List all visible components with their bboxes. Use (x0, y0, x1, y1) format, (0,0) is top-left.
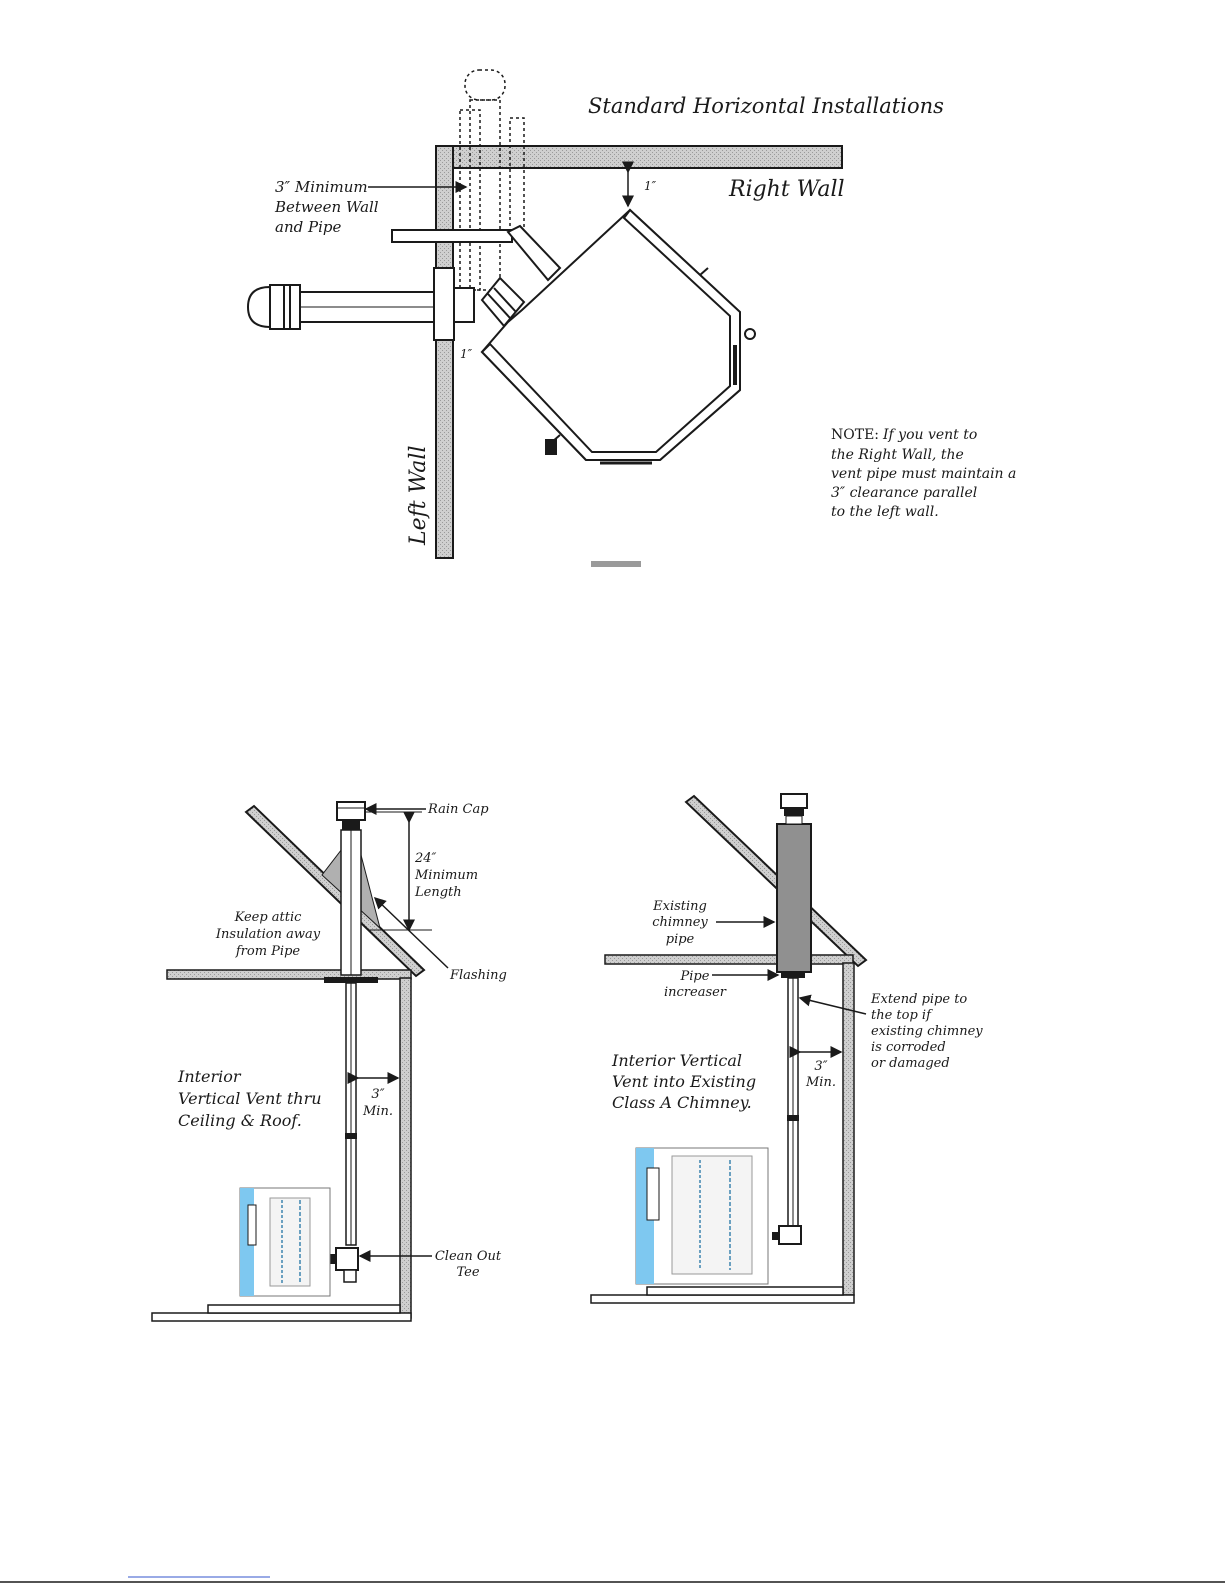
right-wall-label: Right Wall (729, 177, 845, 202)
svg-text:Vertical Vent thru: Vertical Vent thru (178, 1089, 322, 1108)
svg-text:3″: 3″ (814, 1059, 828, 1074)
svg-text:Vent into Existing: Vent into Existing (612, 1072, 757, 1091)
extend-label (870, 992, 983, 1071)
min-clear-label-right (805, 1059, 836, 1090)
svg-text:vent pipe must maintain a: vent pipe must maintain a (831, 466, 1017, 482)
floor-left (152, 1313, 411, 1321)
svg-text:Pipe: Pipe (680, 969, 710, 984)
svg-text:Extend pipe to: Extend pipe to (871, 992, 968, 1007)
note-text (831, 427, 1016, 520)
divider-mark (591, 561, 641, 567)
svg-text:chimney: chimney (652, 915, 708, 930)
left-wall (436, 146, 453, 558)
svg-text:3″ Minimum: 3″ Minimum (275, 178, 368, 196)
svg-text:Ceiling & Roof.: Ceiling & Roof. (178, 1111, 302, 1130)
svg-text:Between Wall: Between Wall (275, 198, 379, 216)
rain-cap (337, 802, 365, 820)
existing-chimney (777, 824, 811, 972)
flashing-label: Flashing (450, 968, 507, 983)
svg-text:3″ clearance parallel: 3″ clearance parallel (831, 485, 978, 501)
svg-text:Insulation away: Insulation away (215, 927, 321, 942)
side-wall-left (400, 978, 411, 1318)
ceiling-right (605, 955, 853, 964)
svg-text:from Pipe: from Pipe (235, 944, 301, 959)
svg-text:the Right Wall, the: the Right Wall, the (831, 447, 964, 463)
stove-right (636, 1148, 768, 1284)
increaser-label (664, 969, 727, 1000)
left-wall-label: Left Wall (406, 445, 431, 545)
svg-text:increaser: increaser (663, 985, 727, 1000)
svg-text:3″: 3″ (371, 1087, 385, 1102)
svg-text:to the left wall.: to the left wall. (831, 504, 939, 520)
chimney-label (652, 899, 708, 947)
svg-text:pipe: pipe (665, 932, 695, 947)
clean-out-label (435, 1249, 502, 1280)
svg-text:the top if: the top if (871, 1008, 931, 1023)
stove-left (240, 1188, 330, 1296)
svg-text:existing chimney: existing chimney (871, 1024, 983, 1039)
min-clear-label-left (362, 1087, 393, 1119)
pipe-increaser (781, 972, 805, 978)
svg-text:Tee: Tee (456, 1265, 480, 1280)
hearth-left (208, 1305, 400, 1313)
interior-vertical-vent-diagram (152, 802, 507, 1321)
svg-text:Min.: Min. (363, 1104, 393, 1119)
svg-text:Class A Chimney.: Class A Chimney. (612, 1093, 752, 1112)
svg-text:24″: 24″ (415, 851, 437, 866)
svg-text:or damaged: or damaged (871, 1056, 950, 1071)
svg-text:NOTE:: NOTE: (831, 427, 880, 443)
svg-text:Clean Out: Clean Out (434, 1249, 502, 1264)
svg-text:Interior: Interior (178, 1067, 241, 1086)
svg-text:Existing: Existing (653, 899, 707, 914)
min-length-label (414, 851, 478, 900)
horizontal-vent-pipe (248, 268, 474, 340)
svg-text:Length: Length (415, 885, 462, 900)
svg-text:Interior Vertical: Interior Vertical (612, 1051, 743, 1070)
svg-text:Minimum: Minimum (415, 868, 479, 883)
upper-pipe (392, 230, 512, 242)
left-caption (177, 1067, 322, 1130)
svg-text:Keep attic: Keep attic (234, 910, 302, 925)
insulation-label (215, 910, 321, 959)
vertical-vent-dotted (460, 70, 524, 290)
floor-right (591, 1295, 854, 1303)
svg-text:is corroded: is corroded (871, 1040, 946, 1055)
svg-text:If you vent to: If you vent to (883, 427, 978, 443)
top-clearance-label: 1″ (644, 179, 657, 193)
clean-out-tee (336, 1248, 358, 1270)
elbow-connector (482, 278, 524, 326)
svg-text:Min.: Min. (806, 1075, 836, 1090)
upper-pipe-elbow (508, 226, 560, 280)
class-a-chimney-diagram (591, 794, 983, 1303)
svg-text:and Pipe: and Pipe (275, 218, 342, 236)
right-wall (436, 146, 842, 168)
side-wall-right (843, 963, 854, 1295)
extend-arrow (800, 998, 866, 1014)
hearth-right (647, 1287, 843, 1295)
horizontal-installation-diagram (248, 70, 1016, 567)
top-diagram-title: Standard Horizontal Installations (588, 94, 944, 118)
rain-cap-label: Rain Cap (428, 802, 489, 817)
left-clearance-label: 1″ (460, 347, 473, 361)
right-caption (611, 1051, 756, 1112)
